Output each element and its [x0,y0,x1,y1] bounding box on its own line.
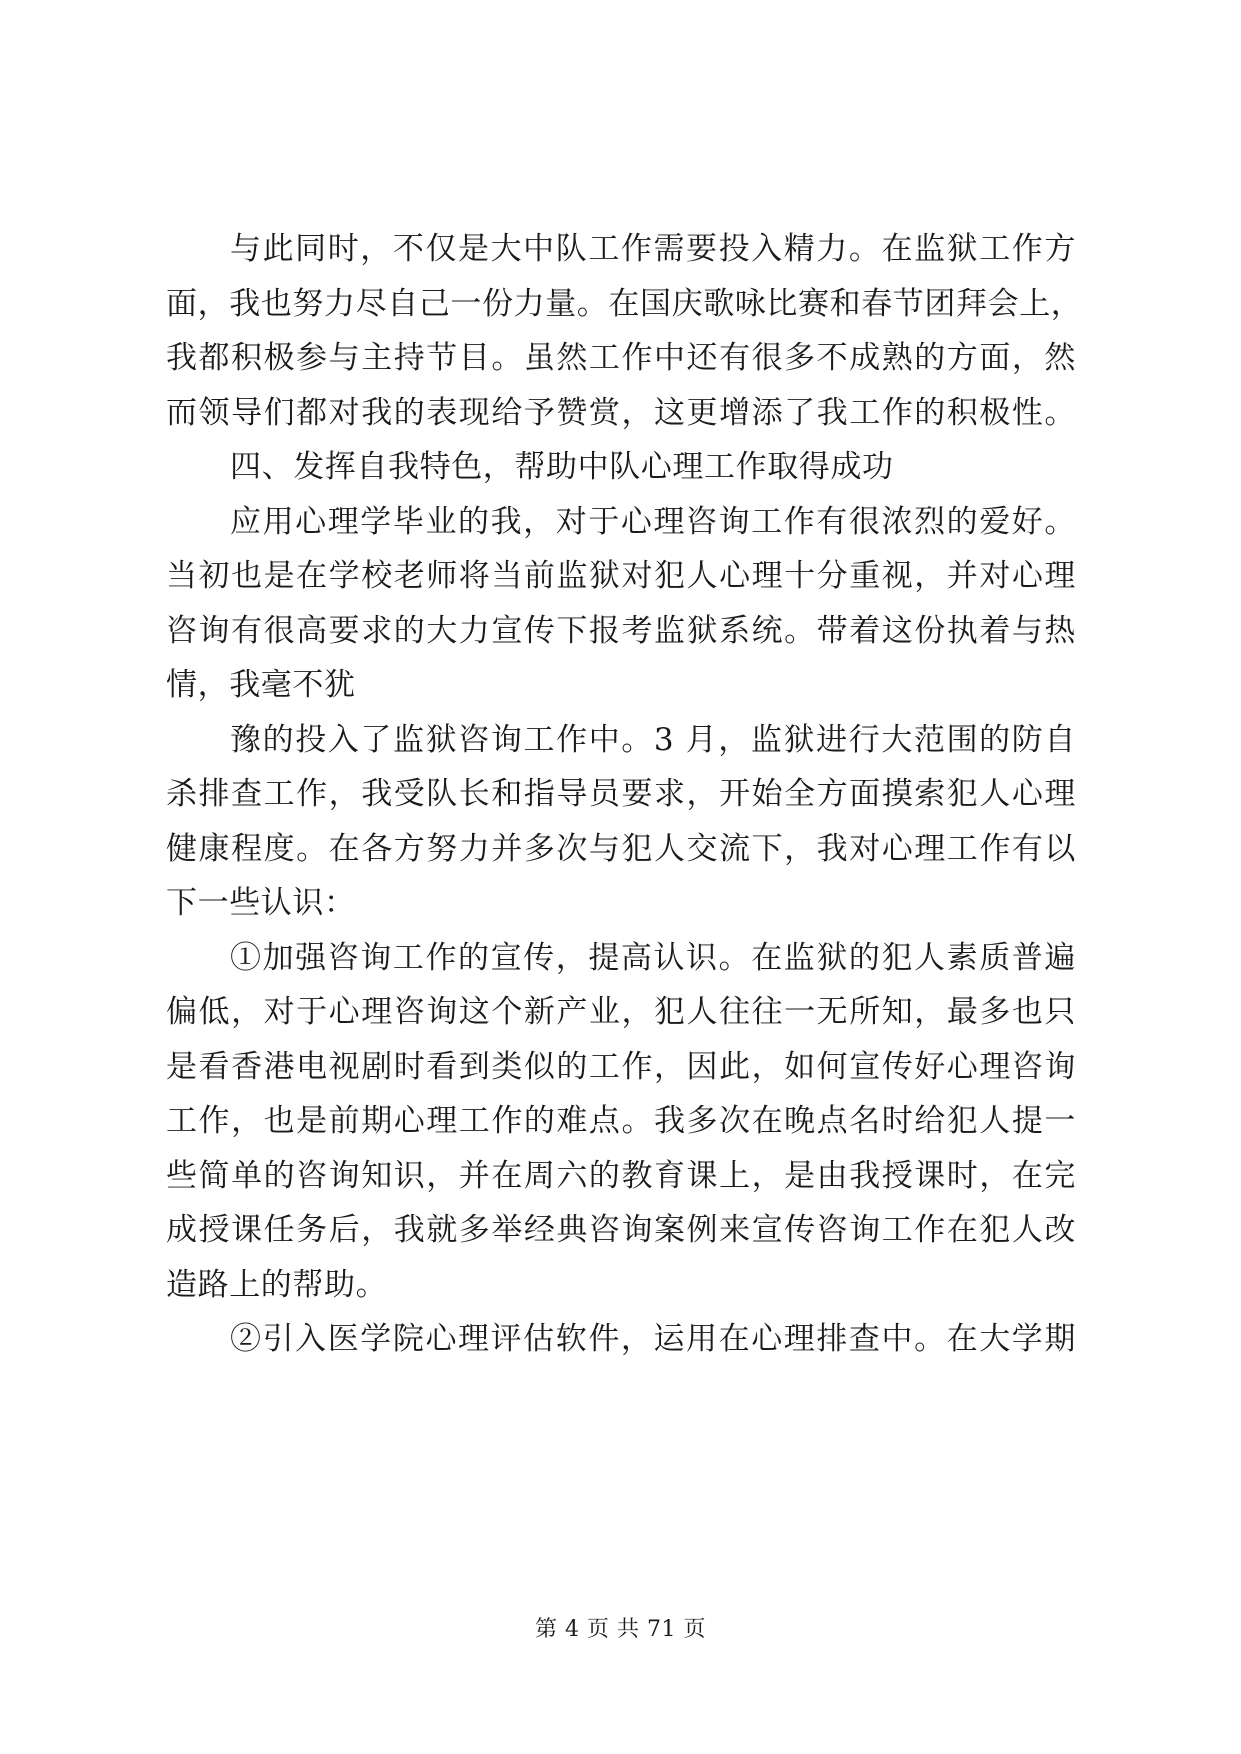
paragraph-line: ①加强咨询工作的宣传，提高认识。在监狱的犯人素质普遍 [230,939,1076,976]
paragraph-line: 咨询有很高要求的大力宣传下报考监狱系统。带着这份执着与热 [166,612,1076,649]
section-heading: 四、发挥自我特色，帮助中队心理工作取得成功 [230,449,894,485]
page-number-footer: 第 4 页 共 71 页 [535,1617,706,1642]
paragraph-line: 工作，也是前期心理工作的难点。我多次在晚点名时给犯人提一 [166,1103,1076,1139]
paragraph-line: 而领导们都对我的表现给予赞赏，这更增添了我工作的积极性。 [166,394,1076,431]
paragraph-line: 造路上的帮助。 [166,1266,388,1303]
paragraph-line: 下一些认识： [166,885,356,921]
paragraph-line: 成授课任务后，我就多举经典咨询案例来宣传咨询工作在犯人改 [166,1212,1076,1248]
document-body [166,222,1083,1367]
paragraph-line: ②引入医学院心理评估软件，运用在心理排查中。在大学期 [230,1321,1076,1357]
paragraph-line: 情，我毫不犹 [166,667,356,703]
paragraph-line: 健康程度。在各方努力并多次与犯人交流下，我对心理工作有以 [166,830,1076,867]
paragraph-line: 偏低，对于心理咨询这个新产业，犯人往往一无所知，最多也只 [166,994,1076,1030]
paragraph-line: 杀排查工作，我受队长和指导员要求，开始全方面摸索犯人心理 [166,776,1076,812]
paragraph-line: 豫的投入了监狱咨询工作中。3 月，监狱进行大范围的防自 [230,721,1076,758]
paragraph-line: 是看香港电视剧时看到类似的工作，因此，如何宣传好心理咨询 [166,1048,1076,1085]
paragraph-line: 我都积极参与主持节目。虽然工作中还有很多不成熟的方面，然 [166,340,1076,376]
paragraph-line: 些简单的咨询知识，并在周六的教育课上，是由我授课时，在完 [166,1157,1076,1194]
paragraph-line: 当初也是在学校老师将当前监狱对犯人心理十分重视，并对心理 [166,558,1076,594]
paragraph-line: 面，我也努力尽自己一份力量。在国庆歌咏比赛和春节团拜会上， [166,285,1083,322]
paragraph-line: 应用心理学毕业的我，对于心理咨询工作有很浓烈的爱好。 [230,503,1076,540]
paragraph-line: 与此同时，不仅是大中队工作需要投入精力。在监狱工作方 [230,231,1076,267]
